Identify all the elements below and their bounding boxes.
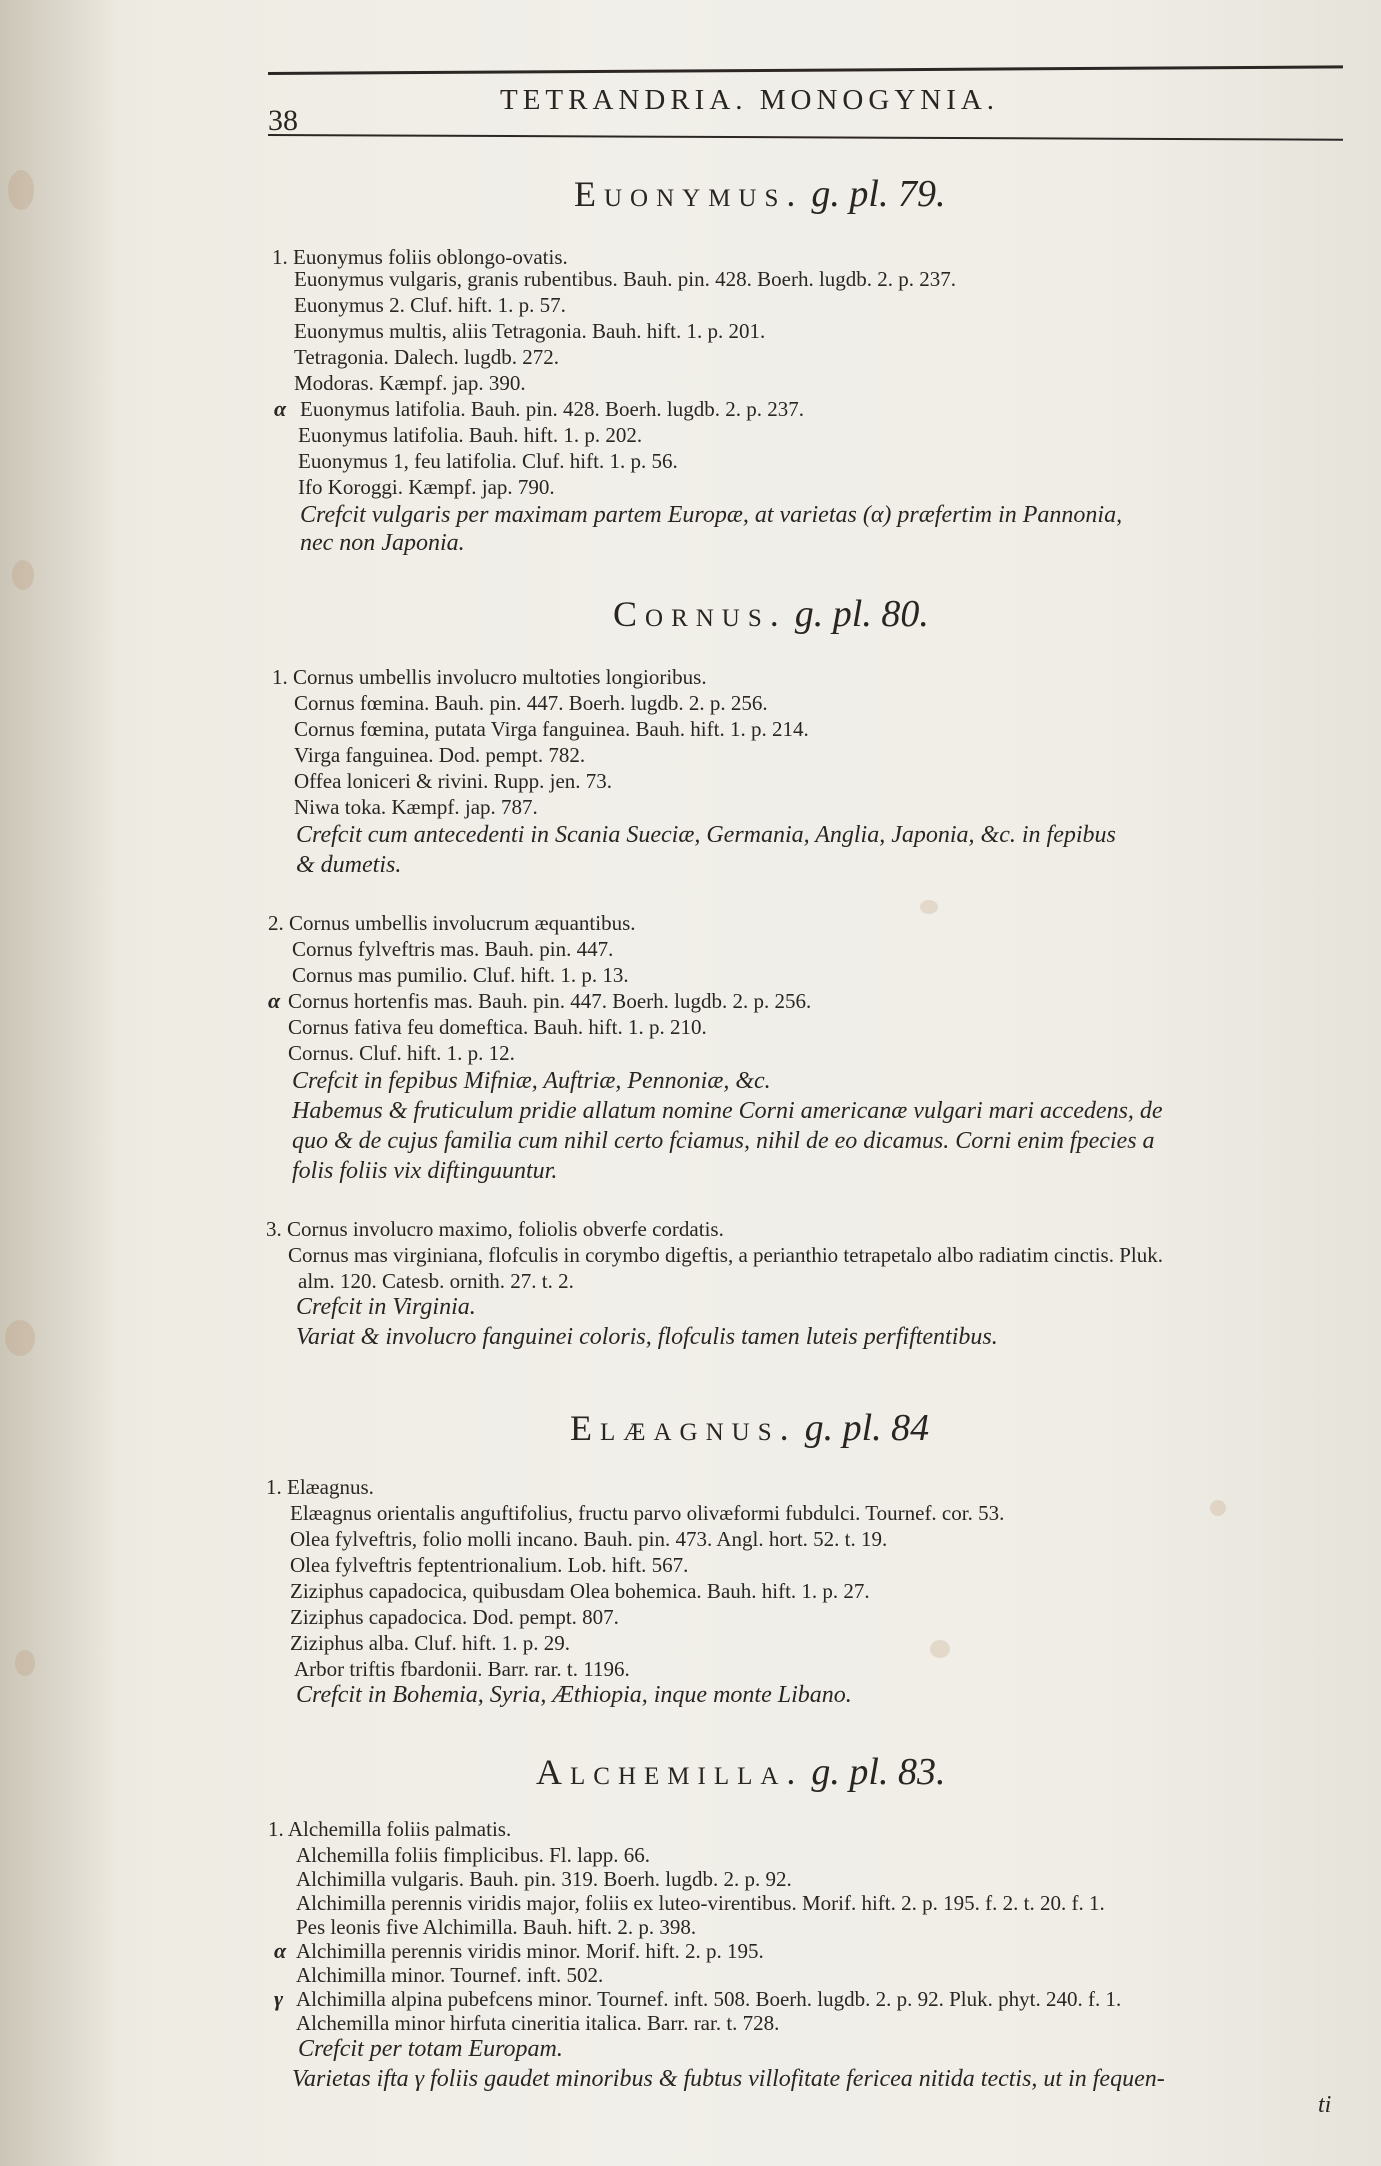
- synonym-line: Pes leonis five Alchimilla. Bauh. hift. 2. p. 398.: [296, 1915, 697, 1939]
- synonym-line: Alchemilla foliis fimplicibus. Fl. lapp. 66.: [296, 1843, 651, 1867]
- synonym-line: Cornus. Cluf. hift. 1. p. 12.: [288, 1041, 515, 1065]
- genus-reference: g. pl. 80.: [794, 593, 929, 635]
- genus-name: Alchemilla.: [536, 1752, 804, 1792]
- genus-name: Euonymus.: [574, 174, 804, 214]
- synonym-line: Cornus fylveftris mas. Bauh. pin. 447.: [292, 937, 614, 961]
- habitat-line: nec non Japonia.: [300, 530, 465, 556]
- genus-reference: g. pl. 79.: [811, 173, 946, 215]
- synonym-line: Olea fylveftris, folio molli incano. Bauh. pin. 473. Angl. hort. 52. t. 19.: [290, 1527, 888, 1551]
- synonym-line: Olea fylveftris feptentrionalium. Lob. hift. 567.: [290, 1553, 689, 1577]
- habitat-line: & dumetis.: [296, 852, 402, 878]
- genus-heading-alchemilla: [536, 1750, 945, 1794]
- variety-marker: γ: [274, 1986, 284, 2011]
- synonym-line: Cornus hortenfis mas. Bauh. pin. 447. Boerh. lugdb. 2. p. 256.: [288, 989, 812, 1013]
- note-line: Variat & involucro fanguinei coloris, flofculis tamen luteis perfiftentibus.: [296, 1324, 998, 1350]
- habitat-line: Crefcit in fepibus Mifniæ, Auftriæ, Pennoniæ, &c.: [292, 1068, 771, 1094]
- habitat-line: Crefcit vulgaris per maximam partem Europæ, at varietas (α) præfertim in Pannonia,: [300, 502, 1123, 528]
- synonym-line: Cornus fœmina. Bauh. pin. 447. Boerh. lugdb. 2. p. 256.: [294, 691, 768, 715]
- variety-marker: α: [268, 988, 281, 1013]
- synonym-line: Euonymus latifolia. Bauh. pin. 428. Boerh. lugdb. 2. p. 237.: [300, 397, 804, 421]
- synonym-line: Cornus fativa feu domeftica. Bauh. hift. 1. p. 210.: [288, 1015, 707, 1039]
- note-line: Habemus & fruticulum pridie allatum nomine Corni americanæ vulgari mari accedens, de: [292, 1098, 1163, 1124]
- synonym-line: Alchimilla vulgaris. Bauh. pin. 319. Boerh. lugdb. 2. p. 92.: [296, 1867, 792, 1891]
- habitat-line: Crefcit cum antecedenti in Scania Sueciæ, Germania, Anglia, Japonia, &c. in fepibus: [296, 822, 1116, 848]
- synonym-line: Alchimilla perennis viridis major, foliis ex luteo-virentibus. Morif. hift. 2. p. 195. f. 2. t. 20. f. 1.: [296, 1891, 1105, 1915]
- synonym-line: Arbor triftis fbardonii. Barr. rar. t. 1196.: [294, 1657, 630, 1681]
- synonym-line: Tetragonia. Dalech. lugdb. 272.: [294, 345, 560, 369]
- synonym-line: Niwa toka. Kæmpf. jap. 787.: [294, 795, 538, 819]
- synonym-line: Euonymus latifolia. Bauh. hift. 1. p. 202.: [298, 423, 643, 447]
- genus-heading-cornus: [613, 592, 929, 636]
- genus-reference: g. pl. 84: [804, 1407, 930, 1449]
- foxing-spot: [15, 1650, 35, 1676]
- synonym-line: Ifo Koroggi. Kæmpf. jap. 790.: [298, 475, 555, 499]
- note-line: quo & de cujus familia cum nihil certo fciamus, nihil de eo dicamus. Corni enim fpecies a: [292, 1128, 1155, 1154]
- genus-heading-elaeagnus: [570, 1406, 929, 1450]
- variety-marker: α: [274, 1938, 287, 1963]
- species-diagnosis: 1. Euonymus foliis oblongo-ovatis.: [272, 245, 568, 269]
- synonym-line: Cornus mas virginiana, flofculis in corymbo digeftis, a perianthio tetrapetalo albo radiatim cinctis. Pluk.: [288, 1243, 1163, 1267]
- habitat-line: Crefcit per totam Europam.: [298, 2036, 563, 2062]
- header-rule-top: [268, 65, 1343, 75]
- genus-reference: g. pl. 83.: [811, 1751, 946, 1793]
- foxing-spot: [5, 1320, 35, 1356]
- synonym-line: Alchimilla perennis viridis minor. Morif. hift. 2. p. 195.: [296, 1939, 764, 1963]
- page-number: 38: [268, 104, 298, 137]
- genus-name: Elæagnus.: [570, 1408, 797, 1448]
- header-title: TETRANDRIA. MONOGYNIA.: [500, 84, 1000, 116]
- synonym-line: alm. 120. Catesb. ornith. 27. t. 2.: [298, 1269, 574, 1293]
- species-diagnosis: 2. Cornus umbellis involucrum æquantibus.: [268, 911, 636, 935]
- note-line-continuation: ti: [1318, 2092, 1332, 2118]
- genus-heading-euonymus: [574, 172, 945, 216]
- species-diagnosis: 1. Alchemilla foliis palmatis.: [268, 1817, 512, 1841]
- synonym-line: Alchimilla alpina pubefcens minor. Tournef. inft. 508. Boerh. lugdb. 2. p. 92. Pluk. phyt. 240. f. 1.: [296, 1987, 1122, 2011]
- note-line: folis foliis vix diftinguuntur.: [292, 1158, 558, 1184]
- synonym-line: Ziziphus capadocica. Dod. pempt. 807.: [290, 1605, 619, 1629]
- synonym-line: Offea loniceri & rivini. Rupp. jen. 73.: [294, 769, 613, 793]
- synonym-line: Ziziphus capadocica, quibusdam Olea bohemica. Bauh. hift. 1. p. 27.: [290, 1579, 870, 1603]
- synonym-line: Euonymus 1, feu latifolia. Cluf. hift. 1. p. 56.: [298, 449, 678, 473]
- synonym-line: Elæagnus orientalis anguftifolius, fructu parvo olivæformi fubdulci. Tournef. cor. 53.: [290, 1501, 1005, 1525]
- variety-marker: α: [274, 396, 287, 421]
- species-diagnosis: 1. Elæagnus.: [266, 1475, 374, 1499]
- synonym-line: Ziziphus alba. Cluf. hift. 1. p. 29.: [290, 1631, 570, 1655]
- foxing-spot: [8, 170, 34, 210]
- habitat-line: Crefcit in Virginia.: [296, 1294, 476, 1320]
- synonym-line: Alchimilla minor. Tournef. inft. 502.: [296, 1963, 604, 1987]
- foxing-spot: [12, 560, 34, 590]
- synonym-line: Euonymus 2. Cluf. hift. 1. p. 57.: [294, 293, 566, 317]
- foxing-spot: [930, 1640, 950, 1658]
- genus-name: Cornus.: [613, 594, 787, 634]
- synonym-line: Cornus mas pumilio. Cluf. hift. 1. p. 13.: [292, 963, 629, 987]
- synonym-line: Virga fanguinea. Dod. pempt. 782.: [294, 743, 586, 767]
- synonym-line: Euonymus vulgaris, granis rubentibus. Bauh. pin. 428. Boerh. lugdb. 2. p. 237.: [294, 267, 957, 291]
- synonym-line: Cornus fœmina, putata Virga fanguinea. Bauh. hift. 1. p. 214.: [294, 717, 809, 741]
- synonym-line: Modoras. Kæmpf. jap. 390.: [294, 371, 526, 395]
- foxing-spot: [920, 900, 938, 914]
- synonym-line: Alchemilla minor hirfuta cineritia italica. Barr. rar. t. 728.: [296, 2011, 780, 2035]
- running-header: [268, 72, 1343, 142]
- species-diagnosis: 1. Cornus umbellis involucro multoties longioribus.: [272, 665, 707, 689]
- habitat-line: Crefcit in Bohemia, Syria, Æthiopia, inque monte Libano.: [296, 1682, 852, 1708]
- foxing-spot: [1210, 1500, 1226, 1516]
- header-rule-bottom: [268, 134, 1343, 141]
- species-diagnosis: 3. Cornus involucro maximo, foliolis obverfe cordatis.: [266, 1217, 724, 1241]
- note-line: Varietas ifta γ foliis gaudet minoribus & fubtus villofitate fericea nitida tectis, ut in fequen-: [292, 2066, 1165, 2092]
- synonym-line: Euonymus multis, aliis Tetragonia. Bauh. hift. 1. p. 201.: [294, 319, 766, 343]
- gutter-shadow: [0, 0, 120, 2166]
